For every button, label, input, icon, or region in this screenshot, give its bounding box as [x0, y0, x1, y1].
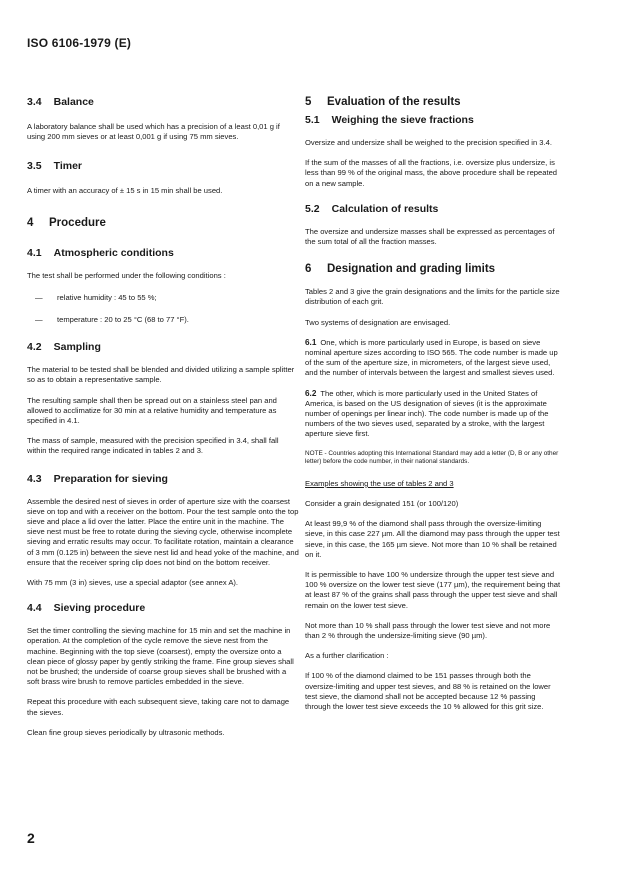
paragraph: At least 99,9 % of the diamond shall pass through the oversize-limiting sieve, in this case 227 µm. All the diamond may pass through the upper test sieve, in this case, the 165 µm sieve. Not more than 10 % shall be retained on it.	[305, 519, 560, 559]
paragraph: Not more than 10 % shall pass through the lower test sieve and not more than 2 % through the undersize-limiting sieve (90 µm).	[305, 620, 551, 641]
section-5-1	[305, 114, 561, 189]
paragraph: With 75 mm (3 in) sieves, use a special adaptor (see annex A).	[27, 578, 239, 588]
paragraph: Set the timer controlling the sieving machine for 15 min and set the machine in operation. At the completion of the cycle remove the sieve nest from the machine. Beginning with the top sieve (coarsest), empty the oversize onto a clean piece of glossy paper by gently striking the frame. Fine group sieves shall not be brushed; the underside of coarse group sieves shall be brushed with a soft brass wire brush to remove particles embedded in the sieve.	[27, 626, 294, 687]
section-heading: 4.1 Atmospheric conditions	[27, 246, 174, 259]
paragraph: The test shall be performed under the following conditions :	[27, 270, 226, 280]
paragraph: Clean fine group sieves periodically by ultrasonic methods.	[27, 727, 225, 737]
document-header: ISO 6106-1979 (E)	[27, 36, 132, 50]
paragraph: Tables 2 and 3 give the grain designations and the limits for the particle size distribution of each grit.	[305, 287, 560, 307]
section-3-4	[27, 96, 299, 142]
section-heading: 5.1 Weighing the sieve fractions	[305, 114, 474, 126]
section-3-5	[27, 160, 299, 196]
paragraph: Two systems of designation are envisaged.	[305, 317, 451, 327]
section-heading: 4 Procedure	[27, 216, 106, 229]
section-4	[27, 217, 299, 229]
section-4-3	[27, 473, 299, 589]
section-4-2	[27, 341, 299, 456]
paragraph: The material to be tested shall be blended and divided utilizing a sample splitter so as to obtain a representative sample.	[27, 365, 295, 385]
section-heading: 6 Designation and grading limits	[305, 263, 496, 276]
list-item: — relative humidity : 45 to 55 %;	[27, 293, 299, 303]
paragraph: A laboratory balance shall be used which has a precision of a least 0,01 g if using 200 mm sieves or at least 0,001 g if using 75 mm sieves.	[27, 122, 280, 142]
paragraph: If the sum of the masses of all the fractions, i.e. oversize plus undersize, is less than 99 % of the original mass, the above procedure shall be repeated on a new sample.	[305, 158, 558, 188]
section-heading: 4.2 Sampling	[27, 341, 101, 354]
right-column	[305, 92, 561, 712]
clause-number: 6.1	[305, 337, 317, 347]
conditions-list	[27, 293, 299, 325]
paragraph: Consider a grain designated 151 (or 100/120)	[305, 499, 459, 509]
paragraph: As a further clarification :	[305, 651, 389, 661]
note: NOTE - Countries adopting this International Standard may add a letter (D, B or any other letter) before the code number, in their national standards.	[305, 449, 559, 466]
section-5	[305, 96, 561, 108]
paragraph: Assemble the desired nest of sieves in order of aperture size with the coarsest sieve on top and with a receiver on the bottom. Pour the test sample onto the top sieve and place a lid over the latter. Place the entire unit in the machine. The sieve nest must be free to rotate during the sieving cycle, otherwise incomplete sieving and erratic results may occur. To facilitate rotation, maintain a clearance of 3 mm (0.125 in) between the sieve nest lid and head yoke of the machine, and ensure that the receiver spring clip does not bind on the bottom receiver.	[27, 496, 299, 567]
paragraph: Oversize and undersize shall be weighed to the precision specified in 3.4.	[305, 138, 552, 147]
clause-number: 6.2	[305, 388, 317, 398]
left-column	[27, 92, 299, 738]
paragraph: A timer with an accuracy of ± 15 s in 15 min shall be used.	[27, 186, 223, 196]
section-heading: 4.4 Sieving procedure	[27, 602, 146, 615]
paragraph: 6.2 The other, which is more particularly used in the United States of America, is based on the US designation of sieves (it is the approximate number of openings per linear inch). The code number is made up of the numbers of the two sieves used, separated by a stroke, with the largest aperture sieve first.	[305, 388, 549, 439]
examples-heading: Examples showing the use of tables 2 and 3	[305, 478, 454, 488]
section-heading: 3.4 Balance	[27, 96, 94, 108]
paragraph: Repeat this procedure with each subsequent sieve, taking care not to damage the sieves.	[27, 697, 290, 717]
section-heading: 4.3 Preparation for sieving	[27, 472, 168, 485]
paragraph: If 100 % of the diamond claimed to be 151 passes through both the oversize-limiting and upper test sieves, and 88 % is retained on the lower test sieve, the diamond shall not be accepted because 12 % passing through the lower test sieve exceeds the 10 % allowed for this grit size.	[305, 671, 551, 712]
section-4-4	[27, 602, 299, 738]
page-number: 2	[27, 830, 35, 846]
section-5-2	[305, 203, 561, 247]
paragraph: The resulting sample shall then be spread out on a stainless steel pan and allowed to acclimatize for 30 min at a relative humidity and temperature as specified in 4.1.	[27, 395, 277, 426]
section-4-1	[27, 247, 299, 326]
section-heading: 5.2 Calculation of results	[305, 202, 439, 215]
section-heading: 3.5 Timer	[27, 160, 83, 173]
list-item: — temperature : 20 to 25 °C (68 to 77 °F).	[27, 315, 299, 325]
paragraph: It is permissible to have 100 % undersize through the upper test sieve and 100 % oversize on the lower test sieve (177 µm), the requirement being that at least 87 % of the grains shall pass through the upper test sieve and shall remain on the lower test sieve.	[305, 570, 561, 610]
paragraph: 6.1 One, which is more particularly used in Europe, is based on sieve nominal aperture sizes according to ISO 565. The code number is made up of the sum of the aperture size, in micrometers, of the largest sieve used, and the number of intervals between the largest and smallest sieves used.	[305, 337, 558, 378]
paragraph: The mass of sample, measured with the precision specified in 3.4, shall fall within the required range indicated in tables 2 and 3.	[27, 436, 279, 456]
section-heading: 5 Evaluation of the results	[305, 96, 461, 108]
paragraph: The oversize and undersize masses shall be expressed as percentages of the sum total of all the fraction masses.	[305, 226, 555, 247]
section-6	[305, 263, 561, 712]
